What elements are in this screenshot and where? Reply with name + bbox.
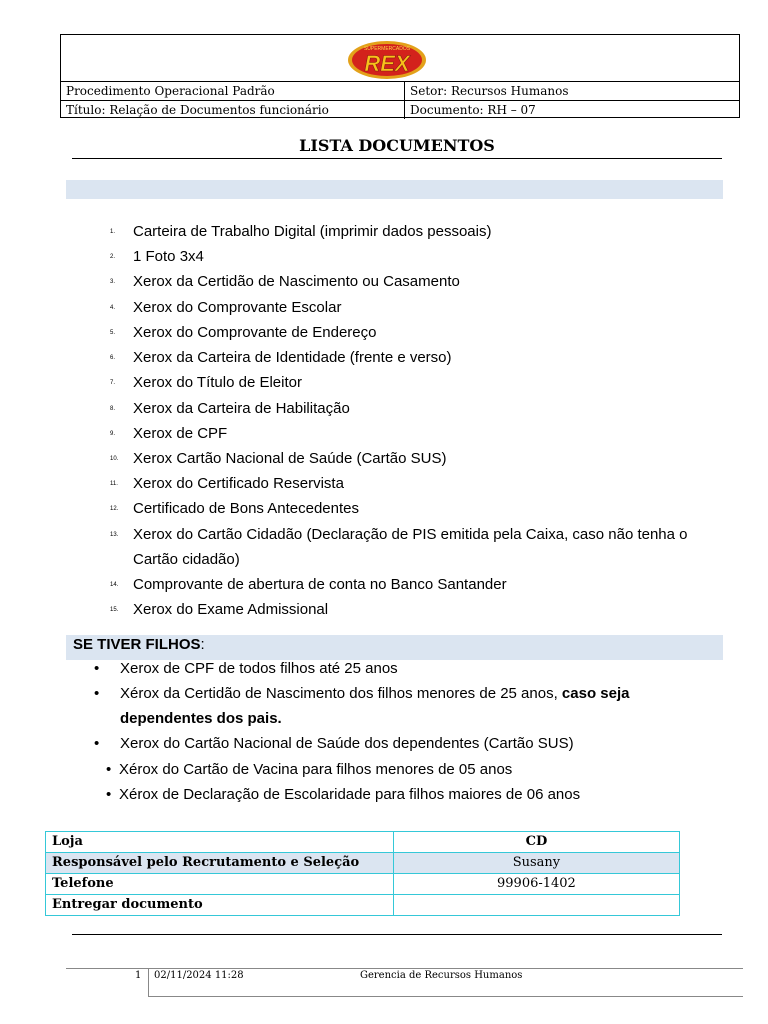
- logo-text: REX: [364, 51, 410, 76]
- list-number: 9.: [110, 431, 116, 437]
- children-heading-colon: :: [200, 636, 205, 653]
- bullet-marker: •: [106, 786, 112, 803]
- list-number: 15.: [110, 607, 119, 613]
- list-number: 2.: [110, 254, 116, 260]
- list-text: Xerox do Título de Eleitor: [133, 374, 302, 391]
- list-text: Xerox da Carteira de Identidade (frente e verso): [133, 349, 452, 366]
- table-row: [46, 874, 680, 895]
- children-section-heading: [73, 635, 205, 655]
- list-text: Cartão cidadão): [133, 551, 240, 568]
- document-code-label: Documento: RH – 07: [410, 103, 536, 117]
- list-number: 7.: [110, 380, 116, 386]
- bullet-marker: •: [106, 761, 112, 778]
- list-text: Xerox do Cartão Cidadão (Declaração de PIS emitida pela Caixa, caso não tenha o: [133, 526, 688, 543]
- table-row: [46, 832, 680, 853]
- table-row: [46, 853, 680, 874]
- rex-logo: [347, 40, 427, 80]
- title-label: Título: Relação de Documentos funcionário: [61, 101, 405, 119]
- bullet-text-bold: dependentes dos pais.: [120, 710, 282, 727]
- list-text: Xerox do Comprovante Escolar: [133, 299, 342, 316]
- list-text: Xerox de CPF: [133, 425, 228, 442]
- list-text: Xerox da Carteira de Habilitação: [133, 400, 350, 417]
- list-number: 4.: [110, 305, 116, 311]
- table-value-cell: Susany: [393, 853, 679, 874]
- document-header: [60, 34, 740, 118]
- table-value-cell: [393, 895, 679, 916]
- title-divider: [72, 158, 722, 159]
- list-text: Xerox do Exame Admissional: [133, 601, 329, 618]
- table-value-cell: CD: [393, 832, 679, 853]
- table-label-cell: Loja: [46, 832, 394, 853]
- list-number: 11.: [110, 481, 118, 487]
- footer-page-number: 1: [135, 970, 142, 981]
- table-label-cell: Telefone: [46, 874, 394, 895]
- list-number: 10.: [110, 456, 119, 462]
- footer-separator: [148, 968, 149, 996]
- list-text: Xerox do Certificado Reservista: [133, 475, 344, 492]
- logo-subtext: SUPERMERCADOS: [363, 46, 411, 52]
- list-number: 8.: [110, 406, 116, 412]
- list-number: 3.: [110, 279, 116, 285]
- procedure-label: Procedimento Operacional Padrão: [61, 82, 405, 100]
- bullet-text: Xérox de Declaração de Escolaridade para filhos maiores de 06 anos: [119, 786, 581, 803]
- bullet-text: Xérox do Cartão de Vacina para filhos menores de 05 anos: [119, 761, 513, 778]
- bullet-text: Xerox do Cartão Nacional de Saúde dos dependentes (Cartão SUS): [120, 735, 574, 752]
- list-number: 14.: [110, 582, 119, 588]
- bullet-text: Xerox de CPF de todos filhos até 25 anos: [120, 660, 398, 677]
- table-label-cell: Responsável pelo Recrutamento e Seleção: [46, 853, 394, 874]
- bullet-marker: •: [94, 660, 100, 677]
- list-number: 5.: [110, 330, 116, 336]
- contact-table: [45, 831, 680, 916]
- bullet-marker: •: [94, 735, 100, 752]
- footer-datetime: 02/11/2024 11:28: [154, 970, 244, 981]
- children-heading-bold: SE TIVER FILHOS: [73, 636, 201, 653]
- page-title: LISTA DOCUMENTOS: [299, 136, 495, 155]
- footer-top-line: [66, 968, 743, 969]
- table-label-cell: Entregar documento: [46, 895, 394, 916]
- list-text: 1 Foto 3x4: [133, 248, 204, 265]
- header-row-1: [61, 81, 739, 100]
- list-text: Xerox da Certidão de Nascimento ou Casamento: [133, 273, 460, 290]
- bullet-text: [120, 706, 282, 731]
- logo-area: [61, 35, 739, 81]
- list-number: 13.: [110, 532, 119, 538]
- sector-label: Setor: Recursos Humanos: [410, 84, 569, 98]
- bottom-divider: [72, 934, 722, 935]
- section-band: [66, 180, 723, 199]
- bullet-text: [120, 681, 629, 706]
- list-text: Comprovante de abertura de conta no Banco Santander: [133, 576, 507, 593]
- header-row-2: [61, 100, 739, 119]
- table-row: [46, 895, 680, 916]
- list-number: 6.: [110, 355, 116, 361]
- footer-bottom-line: [148, 996, 743, 997]
- list-text: Carteira de Trabalho Digital (imprimir dados pessoais): [133, 223, 492, 240]
- list-text: Xerox do Comprovante de Endereço: [133, 324, 377, 341]
- footer-department: Gerencia de Recursos Humanos: [360, 970, 523, 981]
- list-text: Certificado de Bons Antecedentes: [133, 500, 359, 517]
- bullet-text-bold: caso seja: [561, 685, 630, 702]
- table-value-cell: 99906-1402: [393, 874, 679, 895]
- list-number: 12.: [110, 506, 119, 512]
- bullet-text-regular: Xérox da Certidão de Nascimento dos filhos menores de 25 anos,: [120, 685, 562, 702]
- bullet-marker: •: [94, 685, 100, 702]
- list-number: 1.: [110, 229, 116, 235]
- list-text: Xerox Cartão Nacional de Saúde (Cartão SUS): [133, 450, 447, 467]
